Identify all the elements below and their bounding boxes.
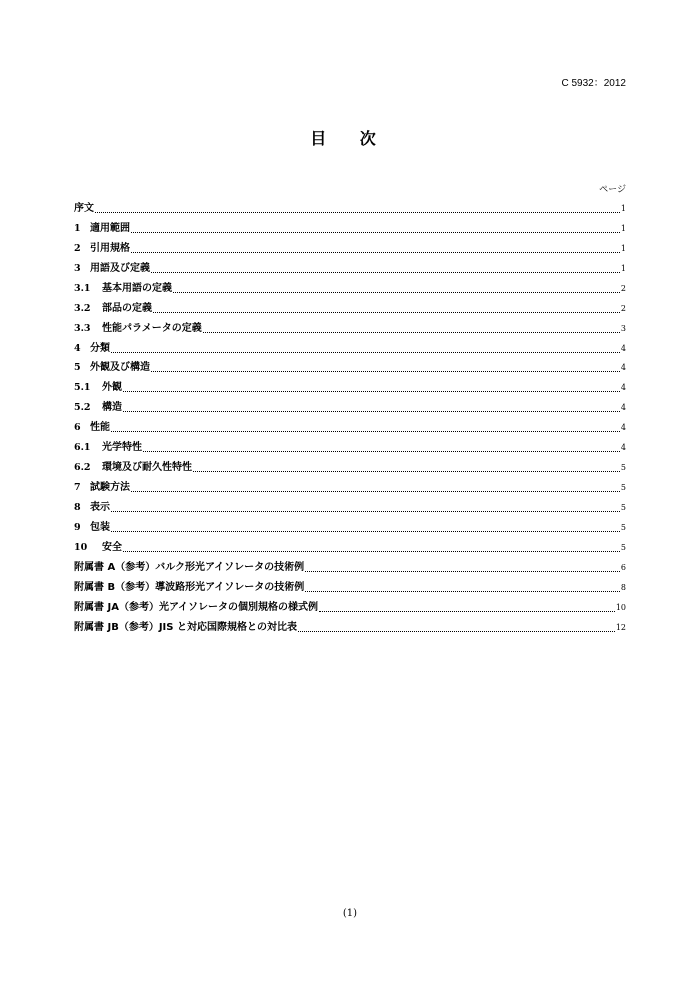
toc-entry-page: 4 [620,343,626,353]
toc-entry[interactable] [74,598,626,618]
toc-entry-page: 4 [620,383,626,393]
toc-entry-title: 基本用語の定義 [102,282,172,294]
toc-entry-number: 10 [74,541,88,553]
toc-entry-page: 5 [620,463,626,473]
toc-entry-title: 附属書 B（参考）導波路形光アイソレータの技術例 [74,581,305,593]
toc-entry-number: 3 [74,262,81,274]
toc-entry-page: 1 [620,243,626,253]
toc-entry-title: 光学特性 [102,442,142,454]
toc-entry-page: 3 [620,323,626,333]
dot-leader [193,471,620,472]
dot-leader [143,451,620,452]
toc-entry-number: 6 [74,422,81,434]
page-column-label: ページ [599,185,626,195]
toc-entry[interactable] [74,578,626,598]
toc-entry-title: 表示 [90,502,110,514]
toc-entry-title: 附属書 JA（参考）光アイソレータの個別規格の様式例 [74,601,319,613]
toc-entry[interactable] [74,319,626,339]
dot-leader [123,411,620,412]
toc-entry-title: 引用規格 [90,242,130,254]
toc-entry[interactable] [74,259,626,279]
toc-entry-title: 外観及び構造 [90,362,150,374]
dot-leader [131,252,620,253]
toc-entry-number: 5 [74,362,81,374]
toc-entry-title: 序文 [74,202,94,214]
toc-entry-page: 2 [620,283,626,293]
dot-leader [111,531,620,532]
dot-leader [111,511,620,512]
toc-entry-number: 3.2 [74,302,91,314]
toc-entry[interactable] [74,458,626,478]
toc-entry-title: 性能 [90,422,110,434]
toc-entry[interactable] [74,199,626,219]
toc-entry-title: 試験方法 [90,482,130,494]
toc-entry[interactable] [74,518,626,538]
toc-entry[interactable] [74,378,626,398]
toc-entry-title: 環境及び耐久性特性 [102,462,192,474]
dot-leader [305,571,620,572]
toc-entry[interactable] [74,618,626,638]
toc-entry-number: 9 [74,521,81,533]
dot-leader [111,431,620,432]
toc-entry-title: 性能パラメータの定義 [102,322,202,334]
toc-entry-title: 分類 [90,342,110,354]
toc-entry-number: 6.2 [74,462,91,474]
toc-entry[interactable] [74,538,626,558]
dot-leader [111,352,620,353]
toc-entry-number: 4 [74,342,81,354]
toc-entry-page: 5 [620,542,626,552]
footer-page-number: (1) [342,908,358,919]
toc-entry-number: 3.3 [74,322,91,334]
toc-entry-number: 6.1 [74,442,91,454]
dot-leader [203,332,620,333]
toc-entry-page: 1 [620,263,626,273]
toc-entry-number: 1 [74,222,81,234]
toc-entry-page: 12 [615,622,626,632]
dot-leader [151,272,620,273]
table-of-contents [74,199,626,638]
toc-entry-number: 5.2 [74,402,91,414]
toc-entry-title: 構造 [102,402,122,414]
dot-leader [298,631,615,632]
toc-entry[interactable] [74,299,626,319]
toc-entry-number: 3.1 [74,282,91,294]
toc-entry[interactable] [74,498,626,518]
dot-leader [319,611,615,612]
dot-leader [151,371,620,372]
dot-leader [123,391,620,392]
toc-entry-title: 附属書 JB（参考）JIS と対応国際規格との対比表 [74,621,297,633]
toc-entry-title: 外観 [102,382,122,394]
toc-entry[interactable] [74,219,626,239]
toc-entry-number: 2 [74,242,81,254]
toc-entry-page: 1 [620,223,626,233]
document-code: C 5932：2012 [561,78,626,89]
toc-entry-page: 1 [620,203,626,213]
toc-entry[interactable] [74,438,626,458]
toc-entry[interactable] [74,558,626,578]
dot-leader [95,212,620,213]
toc-entry-page: 4 [620,363,626,373]
dot-leader [131,232,620,233]
dot-leader [131,491,620,492]
toc-entry[interactable] [74,398,626,418]
toc-entry-page: 10 [615,602,626,612]
toc-entry[interactable] [74,279,626,299]
toc-entry-title: 附属書 A（参考）バルク形光アイソレータの技術例 [74,561,305,573]
toc-entry-title: 安全 [102,541,122,553]
toc-entry[interactable] [74,478,626,498]
toc-entry-page: 6 [620,562,626,572]
page-title: 目 次 [310,129,390,148]
toc-entry-page: 4 [620,403,626,413]
toc-entry-title: 部品の定義 [102,302,152,314]
toc-entry-title: 用語及び定義 [90,262,150,274]
toc-entry[interactable] [74,239,626,259]
toc-entry-number: 5.1 [74,382,91,394]
toc-entry-page: 4 [620,423,626,433]
toc-entry-page: 4 [620,443,626,453]
dot-leader [123,551,620,552]
toc-entry-title: 適用範囲 [90,222,130,234]
dot-leader [173,292,620,293]
toc-entry-number: 8 [74,502,81,514]
toc-entry-page: 5 [620,483,626,493]
toc-entry-number: 7 [74,482,81,494]
toc-entry-page: 8 [620,582,626,592]
toc-entry[interactable] [74,359,626,379]
toc-entry-page: 5 [620,522,626,532]
toc-entry-page: 2 [620,303,626,313]
dot-leader [153,312,620,313]
dot-leader [305,591,620,592]
toc-entry-page: 5 [620,503,626,513]
toc-entry-title: 包装 [90,521,110,533]
toc-entry[interactable] [74,339,626,359]
toc-entry[interactable] [74,418,626,438]
